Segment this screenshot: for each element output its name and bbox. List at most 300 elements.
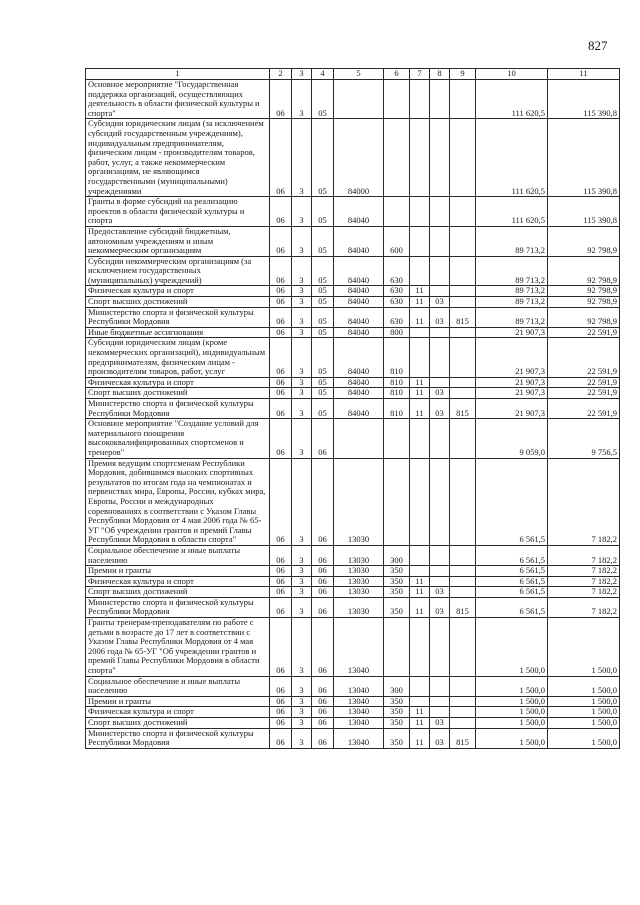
code-col-6: 350 xyxy=(384,718,410,729)
code-col-9 xyxy=(450,80,476,119)
code-col-6 xyxy=(384,80,410,119)
code-col-7: 11 xyxy=(410,728,430,748)
code-col-7 xyxy=(410,80,430,119)
row-description: Основное мероприятие "Создание условий для материального поощрения высококвалифицированных спортсменов и тренеров" xyxy=(86,419,270,458)
code-col-9 xyxy=(450,676,476,696)
page-number: 827 xyxy=(588,38,608,53)
row-description: Министерство спорта и физической культуры Республики Мордовия xyxy=(86,399,270,419)
amount-col-10: 21 907,3 xyxy=(476,388,548,399)
code-col-8 xyxy=(430,256,450,286)
code-col-3: 3 xyxy=(292,399,312,419)
code-col-8: 03 xyxy=(430,399,450,419)
table-row xyxy=(86,458,620,545)
code-col-6 xyxy=(384,618,410,677)
code-col-7 xyxy=(410,566,430,577)
code-col-2: 06 xyxy=(270,197,292,227)
code-col-3: 3 xyxy=(292,297,312,308)
code-col-7 xyxy=(410,676,430,696)
code-col-3: 3 xyxy=(292,718,312,729)
table-row xyxy=(86,676,620,696)
column-header: 10 xyxy=(476,69,548,80)
row-description: Физическая культура и спорт xyxy=(86,286,270,297)
column-header: 9 xyxy=(450,69,476,80)
amount-col-10: 111 620,5 xyxy=(476,80,548,119)
code-col-8 xyxy=(430,545,450,565)
code-col-5: 13040 xyxy=(334,707,384,718)
table-row xyxy=(86,576,620,587)
code-col-9 xyxy=(450,286,476,297)
code-col-8: 03 xyxy=(430,587,450,598)
table-row xyxy=(86,256,620,286)
amount-col-10: 1 500,0 xyxy=(476,618,548,677)
row-description: Спорт высших достижений xyxy=(86,587,270,598)
code-col-4: 06 xyxy=(312,566,334,577)
code-col-3: 3 xyxy=(292,226,312,256)
code-col-4: 06 xyxy=(312,419,334,458)
code-col-7: 11 xyxy=(410,286,430,297)
code-col-9 xyxy=(450,618,476,677)
code-col-3: 3 xyxy=(292,566,312,577)
amount-col-10: 1 500,0 xyxy=(476,707,548,718)
code-col-4: 05 xyxy=(312,80,334,119)
amount-col-10: 6 561,5 xyxy=(476,587,548,598)
code-col-5: 13040 xyxy=(334,618,384,677)
code-col-6: 350 xyxy=(384,566,410,577)
code-col-9 xyxy=(450,587,476,598)
row-description: Физическая культура и спорт xyxy=(86,707,270,718)
code-col-6: 300 xyxy=(384,545,410,565)
code-col-8 xyxy=(430,419,450,458)
row-description: Спорт высших достижений xyxy=(86,388,270,399)
code-col-8 xyxy=(430,676,450,696)
amount-col-11: 22 591,9 xyxy=(548,327,620,338)
table-row xyxy=(86,297,620,308)
code-col-9 xyxy=(450,458,476,545)
amount-col-11: 7 182,2 xyxy=(548,576,620,587)
code-col-4: 05 xyxy=(312,256,334,286)
row-description: Министерство спорта и физической культуры Республики Мордовия xyxy=(86,728,270,748)
code-col-8 xyxy=(430,566,450,577)
code-col-8: 03 xyxy=(430,388,450,399)
amount-col-11: 1 500,0 xyxy=(548,676,620,696)
budget-table xyxy=(85,68,620,749)
code-col-7: 11 xyxy=(410,377,430,388)
code-col-3: 3 xyxy=(292,307,312,327)
code-col-9 xyxy=(450,388,476,399)
code-col-6 xyxy=(384,419,410,458)
code-col-3: 3 xyxy=(292,197,312,227)
amount-col-10: 89 713,2 xyxy=(476,307,548,327)
code-col-9 xyxy=(450,226,476,256)
code-col-6: 350 xyxy=(384,696,410,707)
code-col-4: 06 xyxy=(312,545,334,565)
code-col-9 xyxy=(450,256,476,286)
code-col-8: 03 xyxy=(430,307,450,327)
code-col-9 xyxy=(450,718,476,729)
code-col-2: 06 xyxy=(270,597,292,617)
code-col-4: 06 xyxy=(312,676,334,696)
amount-col-11: 7 182,2 xyxy=(548,545,620,565)
amount-col-10: 89 713,2 xyxy=(476,226,548,256)
code-col-2: 06 xyxy=(270,458,292,545)
code-col-5: 13040 xyxy=(334,676,384,696)
code-col-9 xyxy=(450,297,476,308)
code-col-9 xyxy=(450,566,476,577)
amount-col-10: 89 713,2 xyxy=(476,286,548,297)
row-description: Основное мероприятие "Государственная поддержка организаций, осуществляющих деятельность в области физической культуры и спорта" xyxy=(86,80,270,119)
table-row xyxy=(86,226,620,256)
code-col-5: 84040 xyxy=(334,399,384,419)
code-col-2: 06 xyxy=(270,718,292,729)
amount-col-11: 22 591,9 xyxy=(548,399,620,419)
code-col-5: 84040 xyxy=(334,377,384,388)
code-col-2: 06 xyxy=(270,566,292,577)
row-description: Спорт высших достижений xyxy=(86,297,270,308)
code-col-2: 06 xyxy=(270,728,292,748)
code-col-9: 815 xyxy=(450,597,476,617)
code-col-4: 05 xyxy=(312,388,334,399)
code-col-5: 13040 xyxy=(334,728,384,748)
row-description: Министерство спорта и физической культуры Республики Мордовия xyxy=(86,597,270,617)
code-col-6: 810 xyxy=(384,388,410,399)
amount-col-11: 7 182,2 xyxy=(548,597,620,617)
column-header: 1 xyxy=(86,69,270,80)
code-col-2: 06 xyxy=(270,587,292,598)
table-row xyxy=(86,597,620,617)
code-col-3: 3 xyxy=(292,80,312,119)
code-col-8 xyxy=(430,327,450,338)
amount-col-10: 21 907,3 xyxy=(476,377,548,388)
code-col-4: 06 xyxy=(312,707,334,718)
code-col-7 xyxy=(410,338,430,377)
column-header: 11 xyxy=(548,69,620,80)
code-col-4: 06 xyxy=(312,728,334,748)
code-col-2: 06 xyxy=(270,286,292,297)
code-col-7: 11 xyxy=(410,587,430,598)
header-row xyxy=(86,69,620,80)
code-col-9 xyxy=(450,707,476,718)
code-col-5: 84040 xyxy=(334,338,384,377)
code-col-6: 630 xyxy=(384,297,410,308)
row-description: Спорт высших достижений xyxy=(86,718,270,729)
row-description: Физическая культура и спорт xyxy=(86,377,270,388)
column-header: 5 xyxy=(334,69,384,80)
code-col-3: 3 xyxy=(292,388,312,399)
code-col-5: 84040 xyxy=(334,307,384,327)
table-row xyxy=(86,618,620,677)
code-col-7: 11 xyxy=(410,307,430,327)
amount-col-10: 6 561,5 xyxy=(476,597,548,617)
amount-col-11: 1 500,0 xyxy=(548,718,620,729)
code-col-2: 06 xyxy=(270,419,292,458)
amount-col-11: 115 390,8 xyxy=(548,119,620,197)
code-col-9: 815 xyxy=(450,307,476,327)
code-col-9: 815 xyxy=(450,728,476,748)
code-col-7 xyxy=(410,458,430,545)
code-col-7: 11 xyxy=(410,297,430,308)
amount-col-11: 22 591,9 xyxy=(548,377,620,388)
code-col-8 xyxy=(430,576,450,587)
code-col-2: 06 xyxy=(270,707,292,718)
code-col-3: 3 xyxy=(292,119,312,197)
code-col-3: 3 xyxy=(292,256,312,286)
code-col-6: 350 xyxy=(384,597,410,617)
row-description: Социальное обеспечение и иные выплаты населению xyxy=(86,676,270,696)
code-col-4: 05 xyxy=(312,297,334,308)
code-col-8: 03 xyxy=(430,597,450,617)
amount-col-10: 111 620,5 xyxy=(476,197,548,227)
amount-col-11: 7 182,2 xyxy=(548,587,620,598)
code-col-4: 06 xyxy=(312,587,334,598)
row-description: Социальное обеспечение и иные выплаты населению xyxy=(86,545,270,565)
amount-col-10: 6 561,5 xyxy=(476,576,548,587)
code-col-7 xyxy=(410,545,430,565)
table-row xyxy=(86,545,620,565)
table-row xyxy=(86,80,620,119)
row-description: Субсидии юридическим лицам (за исключением субсидий государственным учреждениям), индивидуальным предпринимателям, физическим лицам - производителям товаров, работ, услуг, а также некоммерческим организациям, не являющимся государственными (муниципальными) учреждениями xyxy=(86,119,270,197)
code-col-8 xyxy=(430,696,450,707)
code-col-6: 350 xyxy=(384,728,410,748)
code-col-6: 630 xyxy=(384,256,410,286)
amount-col-10: 6 561,5 xyxy=(476,545,548,565)
code-col-4: 06 xyxy=(312,576,334,587)
code-col-4: 05 xyxy=(312,119,334,197)
code-col-4: 06 xyxy=(312,696,334,707)
code-col-4: 05 xyxy=(312,197,334,227)
code-col-2: 06 xyxy=(270,388,292,399)
code-col-4: 05 xyxy=(312,226,334,256)
code-col-2: 06 xyxy=(270,618,292,677)
code-col-4: 06 xyxy=(312,458,334,545)
amount-col-10: 1 500,0 xyxy=(476,676,548,696)
row-description: Субсидии некоммерческим организациям (за исключением государственных (муниципальных) учреждений) xyxy=(86,256,270,286)
code-col-5: 84040 xyxy=(334,327,384,338)
code-col-4: 06 xyxy=(312,618,334,677)
code-col-9 xyxy=(450,377,476,388)
code-col-4: 05 xyxy=(312,399,334,419)
code-col-6: 630 xyxy=(384,286,410,297)
amount-col-11: 92 798,9 xyxy=(548,286,620,297)
code-col-7 xyxy=(410,226,430,256)
code-col-2: 06 xyxy=(270,377,292,388)
row-description: Предоставление субсидий бюджетным, автономным учреждениям и иным некоммерческим организациям xyxy=(86,226,270,256)
code-col-2: 06 xyxy=(270,256,292,286)
code-col-5: 13030 xyxy=(334,597,384,617)
code-col-9 xyxy=(450,119,476,197)
code-col-2: 06 xyxy=(270,307,292,327)
code-col-6: 630 xyxy=(384,307,410,327)
code-col-5: 13030 xyxy=(334,587,384,598)
amount-col-11: 115 390,8 xyxy=(548,80,620,119)
code-col-3: 3 xyxy=(292,338,312,377)
code-col-6 xyxy=(384,119,410,197)
amount-col-11: 1 500,0 xyxy=(548,728,620,748)
amount-col-10: 89 713,2 xyxy=(476,297,548,308)
table-row xyxy=(86,119,620,197)
code-col-7: 11 xyxy=(410,718,430,729)
row-description: Гранты тренерам-преподавателям по работе с детьми в возрасте до 17 лет в соответствии с Указом Главы Республики Мордовия от 4 мая 2006 года № 65-УГ "Об учреждении грантов и премий Главы Республики Мордовия в области спорта" xyxy=(86,618,270,677)
amount-col-10: 21 907,3 xyxy=(476,338,548,377)
code-col-3: 3 xyxy=(292,728,312,748)
code-col-8 xyxy=(430,197,450,227)
column-header: 3 xyxy=(292,69,312,80)
table-row xyxy=(86,566,620,577)
code-col-6: 810 xyxy=(384,377,410,388)
code-col-7: 11 xyxy=(410,388,430,399)
column-header: 6 xyxy=(384,69,410,80)
amount-col-10: 21 907,3 xyxy=(476,399,548,419)
row-description: Премия ведущим спортсменам Республики Мордовия, добившимся высоких спортивных результатов по итогам года на чемпионатах и первенствах мира, Европы, России, кубках мира, Европы, России и международных соревнованиях в соответствии с Указом Главы Республики Мордовия от 4 мая 2006 года № 65-УГ "Об учреждении грантов и премий Главы Республики Мордовия в области спорта" xyxy=(86,458,270,545)
code-col-6: 300 xyxy=(384,676,410,696)
row-description: Премии и гранты xyxy=(86,696,270,707)
amount-col-11: 1 500,0 xyxy=(548,707,620,718)
code-col-7: 11 xyxy=(410,399,430,419)
code-col-6 xyxy=(384,458,410,545)
code-col-6: 810 xyxy=(384,338,410,377)
table-row xyxy=(86,377,620,388)
row-description: Субсидии юридическим лицам (кроме некоммерческих организаций), индивидуальным предпринимателям, физическим лицам - производителям товаров, работ, услуг xyxy=(86,338,270,377)
table-row xyxy=(86,587,620,598)
code-col-5: 13030 xyxy=(334,576,384,587)
column-header: 4 xyxy=(312,69,334,80)
code-col-2: 06 xyxy=(270,676,292,696)
code-col-4: 06 xyxy=(312,718,334,729)
code-col-3: 3 xyxy=(292,377,312,388)
code-col-2: 06 xyxy=(270,80,292,119)
code-col-6: 350 xyxy=(384,707,410,718)
code-col-7: 11 xyxy=(410,597,430,617)
code-col-9 xyxy=(450,419,476,458)
code-col-3: 3 xyxy=(292,676,312,696)
code-col-9 xyxy=(450,338,476,377)
amount-col-11: 92 798,9 xyxy=(548,256,620,286)
code-col-3: 3 xyxy=(292,587,312,598)
code-col-5 xyxy=(334,419,384,458)
code-col-6: 800 xyxy=(384,327,410,338)
code-col-4: 05 xyxy=(312,377,334,388)
code-col-3: 3 xyxy=(292,458,312,545)
code-col-5: 13030 xyxy=(334,566,384,577)
code-col-3: 3 xyxy=(292,597,312,617)
code-col-2: 06 xyxy=(270,576,292,587)
amount-col-11: 7 182,2 xyxy=(548,458,620,545)
amount-col-10: 9 059,0 xyxy=(476,419,548,458)
code-col-3: 3 xyxy=(292,576,312,587)
code-col-4: 05 xyxy=(312,338,334,377)
code-col-2: 06 xyxy=(270,327,292,338)
code-col-8: 03 xyxy=(430,297,450,308)
code-col-7 xyxy=(410,618,430,677)
code-col-8 xyxy=(430,377,450,388)
code-col-3: 3 xyxy=(292,327,312,338)
code-col-6 xyxy=(384,197,410,227)
amount-col-11: 1 500,0 xyxy=(548,696,620,707)
code-col-9: 815 xyxy=(450,399,476,419)
code-col-5 xyxy=(334,80,384,119)
table-row xyxy=(86,728,620,748)
code-col-3: 3 xyxy=(292,286,312,297)
code-col-2: 06 xyxy=(270,297,292,308)
code-col-6: 600 xyxy=(384,226,410,256)
code-col-5: 13030 xyxy=(334,545,384,565)
code-col-7 xyxy=(410,419,430,458)
code-col-8 xyxy=(430,119,450,197)
code-col-8: 03 xyxy=(430,718,450,729)
code-col-8 xyxy=(430,286,450,297)
code-col-5: 84040 xyxy=(334,226,384,256)
code-col-3: 3 xyxy=(292,545,312,565)
code-col-4: 05 xyxy=(312,286,334,297)
code-col-9 xyxy=(450,545,476,565)
amount-col-11: 115 390,8 xyxy=(548,197,620,227)
code-col-5: 13040 xyxy=(334,718,384,729)
code-col-4: 05 xyxy=(312,307,334,327)
code-col-7: 11 xyxy=(410,707,430,718)
code-col-7 xyxy=(410,119,430,197)
column-header: 2 xyxy=(270,69,292,80)
amount-col-11: 9 756,5 xyxy=(548,419,620,458)
amount-col-10: 1 500,0 xyxy=(476,728,548,748)
amount-col-11: 92 798,9 xyxy=(548,226,620,256)
table-row xyxy=(86,327,620,338)
table-row xyxy=(86,197,620,227)
code-col-2: 06 xyxy=(270,399,292,419)
code-col-2: 06 xyxy=(270,119,292,197)
amount-col-11: 22 591,9 xyxy=(548,338,620,377)
table-row xyxy=(86,419,620,458)
table-row xyxy=(86,399,620,419)
code-col-4: 06 xyxy=(312,597,334,617)
row-description: Физическая культура и спорт xyxy=(86,576,270,587)
code-col-2: 06 xyxy=(270,696,292,707)
table-row xyxy=(86,696,620,707)
amount-col-10: 89 713,2 xyxy=(476,256,548,286)
code-col-6: 810 xyxy=(384,399,410,419)
code-col-5: 84000 xyxy=(334,119,384,197)
code-col-5: 84040 xyxy=(334,197,384,227)
amount-col-10: 6 561,5 xyxy=(476,566,548,577)
code-col-3: 3 xyxy=(292,696,312,707)
code-col-8 xyxy=(430,80,450,119)
code-col-3: 3 xyxy=(292,419,312,458)
table-row xyxy=(86,707,620,718)
amount-col-11: 22 591,9 xyxy=(548,388,620,399)
code-col-2: 06 xyxy=(270,545,292,565)
amount-col-10: 21 907,3 xyxy=(476,327,548,338)
code-col-5: 84040 xyxy=(334,256,384,286)
amount-col-10: 6 561,5 xyxy=(476,458,548,545)
table-row xyxy=(86,388,620,399)
table-row xyxy=(86,338,620,377)
amount-col-10: 111 620,5 xyxy=(476,119,548,197)
code-col-3: 3 xyxy=(292,618,312,677)
table-row xyxy=(86,286,620,297)
code-col-6: 350 xyxy=(384,587,410,598)
row-description: Министерство спорта и физической культуры Республики Мордовия xyxy=(86,307,270,327)
amount-col-10: 1 500,0 xyxy=(476,696,548,707)
code-col-8: 03 xyxy=(430,728,450,748)
code-col-8 xyxy=(430,707,450,718)
code-col-7 xyxy=(410,327,430,338)
code-col-9 xyxy=(450,197,476,227)
code-col-7: 11 xyxy=(410,576,430,587)
code-col-7 xyxy=(410,197,430,227)
amount-col-11: 7 182,2 xyxy=(548,566,620,577)
code-col-5: 84040 xyxy=(334,388,384,399)
code-col-9 xyxy=(450,576,476,587)
code-col-8 xyxy=(430,618,450,677)
code-col-8 xyxy=(430,338,450,377)
